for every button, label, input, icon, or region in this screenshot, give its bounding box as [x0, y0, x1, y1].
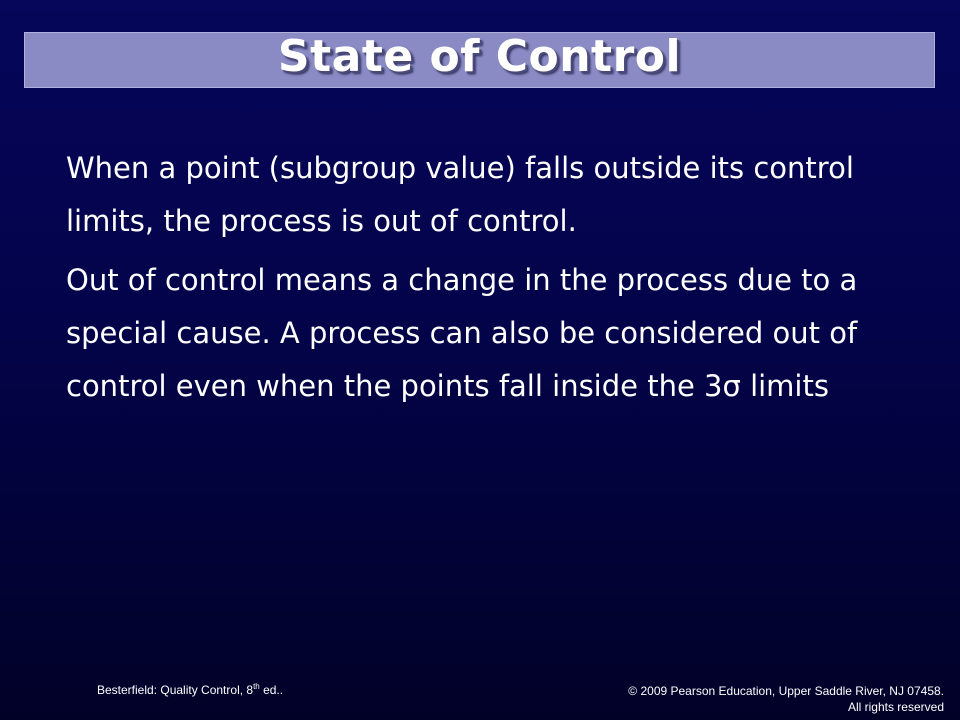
- footer-citation: [97, 683, 283, 697]
- paragraph-2: Out of control means a change in the process due to a special cause. A process can also be considered out of control even when the points fall inside the 3σ limits: [66, 263, 858, 403]
- paragraph-1: When a point (subgroup value) falls outside its control limits, the process is out of control.: [66, 151, 854, 238]
- footer-copyright-line1: © 2009 Pearson Education, Upper Saddle River, NJ 07458.: [628, 684, 944, 698]
- footer-citation-suffix: ed..: [259, 683, 284, 697]
- slide-body: [66, 142, 906, 419]
- footer-copyright: [628, 683, 944, 715]
- title-bar: [24, 32, 935, 88]
- footer-citation-sup: th: [253, 682, 260, 691]
- slide-title: State of Control: [277, 31, 682, 82]
- footer-citation-prefix: Besterfield: Quality Control, 8: [97, 683, 254, 697]
- footer-copyright-line2: All rights reserved: [847, 700, 944, 714]
